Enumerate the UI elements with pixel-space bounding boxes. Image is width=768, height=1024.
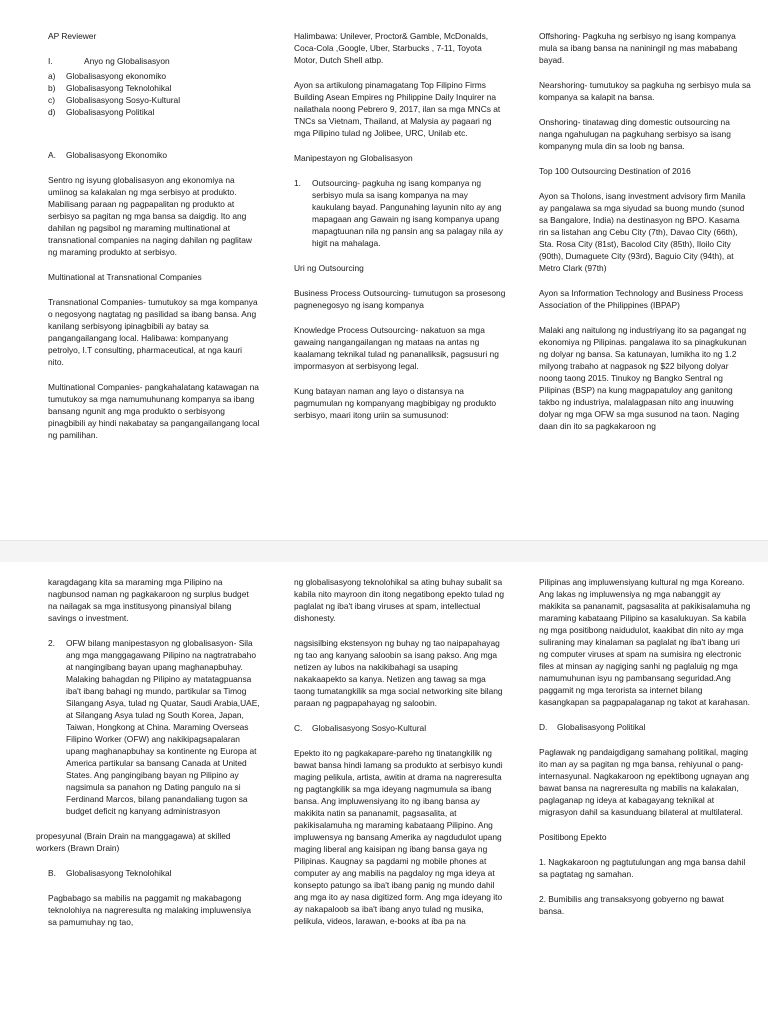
numbered-item-text: OFW bilang manipestasyon ng globalisasyon- Sila ang mga manggagawang Pilipino na nagtratrabaho at nangingibang bayan upang maghanapbuhay. Malaking bahagdan ng Pilipino ay matatagpuansa iba't ibang bahagi ng mundo, partikular sa Timog Silangang Asya, tulad ng Quatar, Saudi Arabia,UAE, at Silangang Asya tulad ng South Korea, Japan, Taiwan, Hongkong at China. Maraming Overseas Filipino Worker (OFW) ang nakikipagsapalaran upang maghanapbuhay sa kontinente ng Europa at America partikular sa bansang Canada at United States. Ang pangingibang bayan ng Pilipino ay nagsimula sa panahon ng Dating pangulo na si Ferdinand Marcos, bilang panandaliang tugon sa budget deficit ng kanyang administrasyon <box>66 638 260 816</box>
outline-item-text: Globalisasyong Politikal <box>66 107 155 117</box>
paragraph: Epekto ito ng pagkakapare-pareho ng tinatangkilik ng bawat bansa hindi lamang sa produkto at serbisyo kundi maging pelikula, artista, awitin at drama na nagreresulta ng pagtangkilik sa mga ideyang nagmumula sa ibang bansa. Ang impluwensiyang ito ng ibang bansa ay makikita natin sa pananamit, pagsasalita, at pakikisalamuha ng maraming kabataang Pilipino. Ang impluwensya ng bansang Amerika ay nagdudulot upang maging liberal ang kaisipan ng ibang bansa gaya ng Pilipinas. Kaugnay sa pagdami ng mobile phones at computer ay ang mabilis na pagdaloy ng mga ideya at konsepto patungo sa iba't ibang panig ng mundo dahil ang mga ito ay nasa digitized form. Ang mga ideyang ito ay nakapaloob sa iba't ibang anyo tulad ng musika, pelikula, videos, larawan, e-books at iba pa na <box>294 748 503 926</box>
numbered-item <box>48 637 260 817</box>
section-mark: D. <box>539 722 548 732</box>
section-title: Globalisasyong Sosyo-Kultural <box>312 723 427 733</box>
outline-item-text: Globalisasyong Teknolohikal <box>66 83 172 93</box>
paragraph: Ayon sa artikulong pinamagatang Top Filipino Firms Building Asean Empires ng Philippine Daily Inquirer na nailathala noong Pebrero 9, 2017, ilan sa mga MNCs at TNCs sa Vietnam, Thailand, at Malysia ay pagaari ng mga Pilipino tulad ng Jolibee, URC, Unilab etc. <box>294 80 501 138</box>
outline-item-text: Globalisasyong Sosyo-Kultural <box>66 95 181 105</box>
subheading: Uri ng Outsourcing <box>294 263 364 273</box>
paragraph: nagsisilbing ekstensyon ng buhay ng tao naipapahayag ng tao ang kanyang saloobin sa isang pakso. Ang mga netizen ay lubos na nakikibahagi sa usaping nakakaapekto sa kanya. Netizen ang tawag sa mga taong tumatangkilik sa mga social networking site bilang paraan ng pagpapahayag ng saloobin. <box>294 638 503 708</box>
paragraph: Ayon sa Information Technology and Business Process Association of the Philippines (IBPAP) <box>539 288 744 310</box>
outline-item-text: Globalisasyong ekonomiko <box>66 71 167 81</box>
paragraph: Kung batayan naman ang layo o distansya na pagmumulan ng kompanyang magbibigay ng produkto serbisyo, maari itong uriin sa sumusunod: <box>294 386 497 420</box>
numbered-paragraph: 1. Nagkakaroon ng pagtutulungan ang mga bansa dahil sa pagtatag ng samahan. <box>539 857 746 879</box>
section-title: Globalisasyong Politikal <box>557 722 646 732</box>
numbered-item-text: Outsourcing- pagkuha ng isang kompanya ng serbisyo mula sa isang kompanya na may kaukulang bayad. Pangunahing layunin nito ay ang mapagaan ang Gawain ng isang kompanya upang mapagtuunan nila ng pansin ang sa palagay nila ay higit na mahalaga. <box>312 178 503 248</box>
section-mark: C. <box>294 723 303 733</box>
section-heading-a <box>48 149 260 161</box>
numbered-item <box>294 177 506 249</box>
paragraph: Onshoring- tinatawag ding domestic outsourcing na nanga ngahulugan na pagkuhang serbisyo sa isang kompanyng mula din sa loob ng bansa. <box>539 117 731 151</box>
outline-item-mark: b) <box>48 83 56 93</box>
outline-item-mark: a) <box>48 71 56 81</box>
paragraph: Sentro ng isyung globalisasyon ang ekonomiya na umiinog sa kalakalan ng mga serbisyo at produkto. Mabilisang paraan ng pagpapalitan ng produkto at serbisyo sa pagitan ng mga bansa sa daigdig. Ito ang dahilan ng pagsibol ng maraming multinational at transnational companies na naging dahilan ng paglitaw ng maraming produkto at serbisyo. <box>48 175 252 257</box>
section-heading-c <box>294 722 506 734</box>
page2-column-1 <box>36 576 260 941</box>
section-mark: B. <box>48 868 56 878</box>
paragraph: Nearshoring- tumutukoy sa pagkuha ng serbisyo mula sa kompanya sa kalapit na bansa. <box>539 80 751 102</box>
document-page-2 <box>0 562 768 1024</box>
paragraph: Knowledge Process Outsourcing- nakatuon sa mga gawaing nangangailangan ng mataas na antas ng kaalamang teknikal tulad ng pananaliksik, pagsusuri ng impormasyon at serbisyong legal. <box>294 325 499 371</box>
paragraph: Business Process Outsourcing- tumutugon sa prosesong pagnenegosyo ng isang kompanya <box>294 288 506 310</box>
numbered-paragraph: 2. Bumibilis ang transaksyong gobyerno ng bawat bansa. <box>539 894 724 916</box>
section-heading-d <box>539 721 751 733</box>
paragraph: Paglawak ng pandaigdigang samahang politikal, maging ito man ay sa pagitan ng mga bansa, rehiyunal o pang-internasyunal. Nagkakaroon ng epektibong ugnayan ang bawat bansa na nagreresulta ng mabilis na kalakalan, paglaganap ng ideya at kabagayang teknikal at migrasyon dahil sa kasunduang bilateral at multilateral. <box>539 747 749 817</box>
outline-item-mark: c) <box>48 95 55 105</box>
section-mark: A. <box>48 150 56 160</box>
section-title: Globalisasyong Teknolohikal <box>66 868 172 878</box>
outline-heading-mark: I. <box>48 56 53 66</box>
section-heading-b <box>48 867 260 879</box>
page2-column-2 <box>294 576 506 940</box>
paragraph: Pagbabago sa mabilis na paggamit ng makabagong teknolohiya na nagreresulta ng malaking impluwensiya sa pamumuhay ng tao, <box>48 893 251 927</box>
paragraph: karagdagang kita sa maraming mga Pilipino na nagbunsod naman ng pagkakaroon ng surplus budget na nailagak sa mga institusyong pinansiyal bilang savings o investment. <box>48 577 249 623</box>
outline-heading-text: Anyo ng Globalisasyon <box>84 56 170 66</box>
subheading: Multinational at Transnational Companies <box>48 272 202 282</box>
section-title: Globalisasyong Ekonomiko <box>66 150 168 160</box>
subheading: Positibong Epekto <box>539 832 607 842</box>
paragraph: Offshoring- Pagkuha ng serbisyo ng isang kompanya mula sa ibang bansa na naniningil ng mas mababang bayad. <box>539 31 738 65</box>
paragraph: Malaki ang naitulong ng industriyang ito sa pagangat ng ekonomiya ng Pilipinas. pangalawa ito sa pinagkukunan ng dolyar ng bansa. Sa katunayan, lumikha ito ng 1.2 milyong trabaho at nagpasok ng $22 bilyong dolyar noong taong 2015. Tinukoy ng Bangko Sentral ng Pilipinas (BSP) na kung magpapatuloy ang ganitong takbo ng industriya, malalagpasan nito ang inuuwing dolyar ng mga OFW sa mga susunod na taon. Naging daan din ito sa pagkakaroon ng <box>539 325 747 431</box>
page2-column-3 <box>539 576 751 930</box>
paragraph: Transnational Companies- tumutukoy sa mga kompanya o negosyong nagtatag ng pasilidad sa ibang bansa. Ang kanilang serbisyong ipinagbibili ay batay sa pangangailangang local. Halibawa: kompanyang petrolyo, I.T consulting, pharmaceutical, at nga kauri nito. <box>48 297 258 367</box>
paragraph: Pilipinas ang impluwensiyang kultural ng mga Koreano. Ang lakas ng impluwensiya ng mga nabanggit ay makikita sa pananamit, pagsasalita at pakikisalamuha ng maraming kabataang Pilipino sa kasalukuyan. Sa kabila ng mga positibong naidudulot, kaakibat din nito ay mga suliraning may kinalaman sa paglalat ng iba't ibang uri ng computer viruses at spam na sumisira ng electronic files at minsan ay nagiging sanhi ng paglaluig ng mga namumuhunan isyu ng pambansang seguridad.Ang paggamit ng mga terorista sa internet bilang kasangkapan sa pagpapalaganap ng takot at karahasan. <box>539 577 751 707</box>
paragraph: propesyunal (Brain Drain na manggagawa) at skilled workers (Brawn Drain) <box>36 831 231 853</box>
outline-item <box>48 70 260 82</box>
paragraph: Halimbawa: Unilever, Proctor& Gamble, McDonalds, Coca-Cola ,Google, Uber, Starbucks , 7-11, Toyota Motor, Dutch Shell atbp. <box>294 31 489 65</box>
page1-column-2 <box>294 30 506 434</box>
numbered-item-mark: 2. <box>48 638 55 648</box>
paragraph: Ayon sa Tholons, isang investment advisory firm Manila ay pangalawa sa mga siyudad sa buong mundo (sunod sa Bangalore, India) na destinasyon ng BPO. Kasama rin sa listahan ang Cebu City (7th), Davao City (66th), Sta. Rosa City (81st), Bacolod City (85th), Iloilo City (90th), Dumaguete City (93rd), Baguio City (94th), at Metro Clark (97th) <box>539 191 746 273</box>
page1-column-1 <box>48 30 260 454</box>
outline-item <box>48 94 260 106</box>
outline-list <box>48 70 260 118</box>
page-separator <box>0 540 768 564</box>
document-title: AP Reviewer <box>48 31 97 41</box>
outline-item <box>48 82 260 94</box>
paragraph: ng globalisasyong teknolohikal sa ating buhay subalit sa kabila nito mayroon din itong negatibong epekto tulad ng paglalat ng iba't ibang viruses at spam, intellectual dishonesty. <box>294 577 504 623</box>
subheading: Manipestayon ng Globalisasyon <box>294 153 413 163</box>
paragraph: Multinational Companies- pangkahalatang katawagan na tumutukoy sa mga namumuhunang kompanya sa ibang bansang ngunit ang mga produkto o serbisyong pinagbibili ay hindi nakabatay sa pangangailangang local ng pamilihan. <box>48 382 260 440</box>
outline-item <box>48 106 260 118</box>
subheading: Top 100 Outsourcing Destination of 2016 <box>539 166 691 176</box>
outline-heading <box>48 55 260 67</box>
outline-item-mark: d) <box>48 107 56 117</box>
page1-column-3 <box>539 30 751 445</box>
numbered-item-mark: 1. <box>294 178 301 188</box>
